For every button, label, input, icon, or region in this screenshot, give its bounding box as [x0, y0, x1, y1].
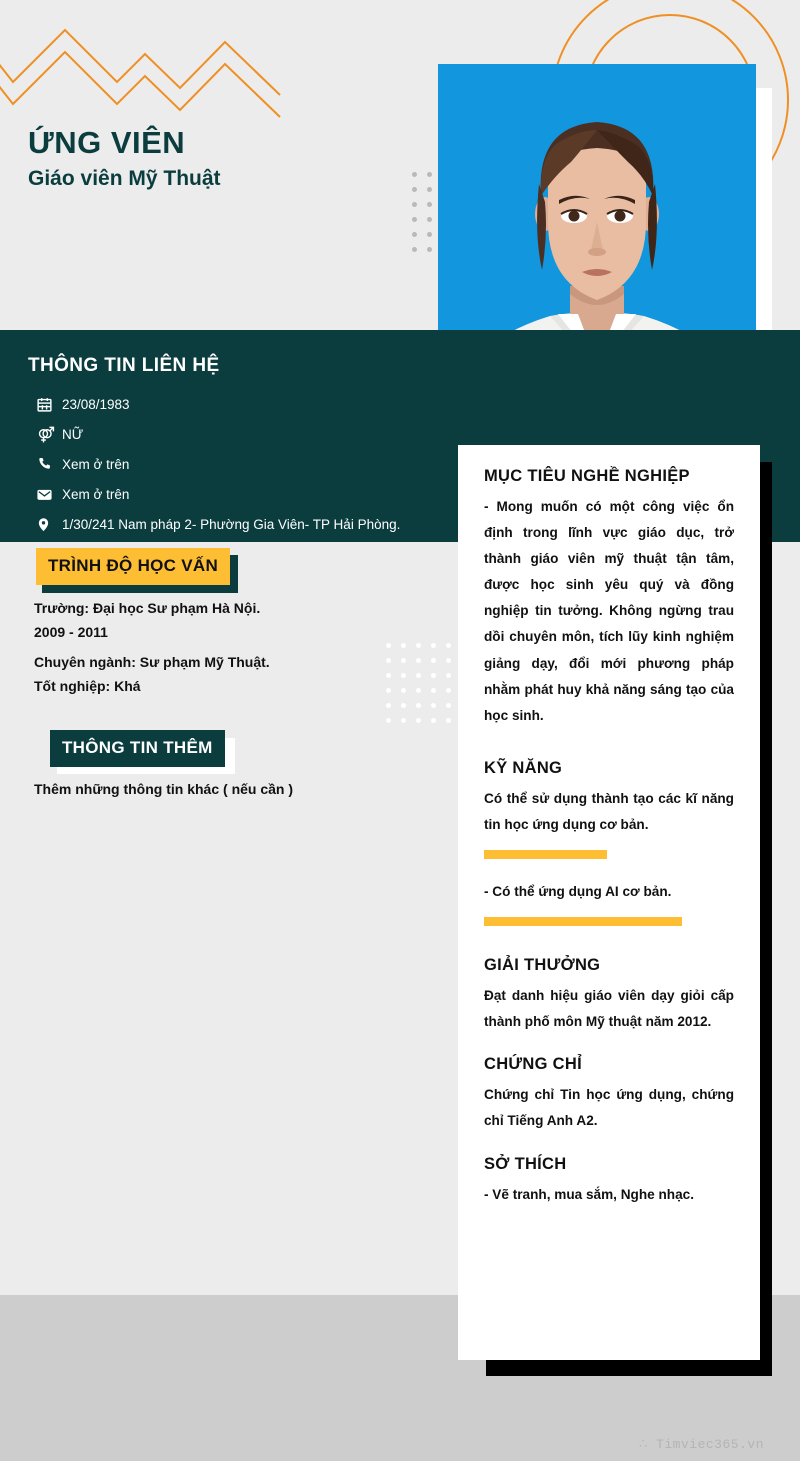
- contact-value: 1/30/241 Nam pháp 2- Phường Gia Viên- TP Hải Phòng.: [62, 516, 401, 532]
- education-major: Chuyên ngành: Sư phạm Mỹ Thuật.: [34, 654, 270, 670]
- certificates-title: CHỨNG CHỈ: [484, 1055, 582, 1074]
- email-icon: [36, 486, 62, 503]
- skill-text: Có thể sử dụng thành tạo các kĩ năng tin học ứng dụng cơ bản.: [484, 790, 734, 832]
- education-years: 2009 - 2011: [34, 624, 108, 640]
- education-badge-label: TRÌNH ĐỘ HỌC VẤN: [36, 548, 230, 585]
- contact-value: Xem ở trên: [62, 486, 130, 502]
- gender-icon: [36, 425, 62, 444]
- education-badge: [36, 548, 230, 585]
- page-title: ỨNG VIÊN: [28, 125, 186, 160]
- certificates-body: Chứng chỉ Tin học ứng dụng, chứng chỉ Tiếng Anh A2.: [484, 1087, 734, 1129]
- additional-info-badge: [50, 730, 225, 767]
- calendar-icon: [36, 396, 62, 413]
- phone-icon: [36, 456, 62, 472]
- contact-item-gender: [36, 419, 456, 449]
- page-subtitle: Giáo viên Mỹ Thuật: [28, 167, 221, 190]
- objective-title: MỤC TIÊU NGHỀ NGHIỆP: [484, 467, 690, 485]
- education-school: Trường: Đại học Sư phạm Hà Nội.: [34, 600, 261, 616]
- watermark: ∴ Timviec365.vn: [639, 1437, 764, 1452]
- contact-value: 23/08/1983: [62, 396, 130, 412]
- dot-grid-decoration-bottom: [386, 643, 451, 723]
- contact-value: Xem ở trên: [62, 456, 130, 472]
- skill-level-bar: [484, 917, 682, 926]
- contact-item-address: [36, 509, 456, 539]
- contact-item-birthdate: [36, 389, 456, 419]
- contact-value: NỮ: [62, 426, 84, 442]
- hobbies-body: - Vẽ tranh, mua sắm, Nghe nhạc.: [484, 1186, 694, 1202]
- skill-text: - Có thể ứng dụng AI cơ bản.: [484, 884, 672, 900]
- location-pin-icon: [36, 516, 62, 533]
- awards-body: Đạt danh hiệu giáo viên dạy giỏi cấp thành phố môn Mỹ thuật năm 2012.: [484, 988, 734, 1030]
- additional-info-note: Thêm những thông tin khác ( nếu cần ): [34, 781, 294, 797]
- education-grade: Tốt nghiệp: Khá: [34, 678, 141, 694]
- education-details: [34, 600, 434, 708]
- objective-body: - Mong muốn có một công việc ổn định trong lĩnh vực giáo dục, trở thành giáo viên mỹ thuật tận tâm, được học sinh yêu quý và đồng nghiệp tin tưởng. Không ngừng trau dồi chuyên môn, tích lũy kinh nghiệm giảng dạy, đổi mới phương pháp nhằm phát huy khả năng sáng tạo của học sinh.: [484, 499, 734, 723]
- hobbies-title: SỞ THÍCH: [484, 1154, 567, 1173]
- contact-heading: THÔNG TIN LIÊN HỆ: [28, 355, 220, 376]
- skill-level-bar: [484, 850, 607, 859]
- additional-info-badge-label: THÔNG TIN THÊM: [50, 730, 225, 767]
- awards-title: GIẢI THƯỞNG: [484, 956, 601, 975]
- contact-list: [36, 389, 456, 539]
- contact-item-phone: [36, 449, 456, 479]
- contact-item-email: [36, 479, 456, 509]
- skills-title: KỸ NĂNG: [484, 758, 563, 777]
- right-panel: [458, 445, 760, 1360]
- zigzag-decoration: [0, 20, 290, 120]
